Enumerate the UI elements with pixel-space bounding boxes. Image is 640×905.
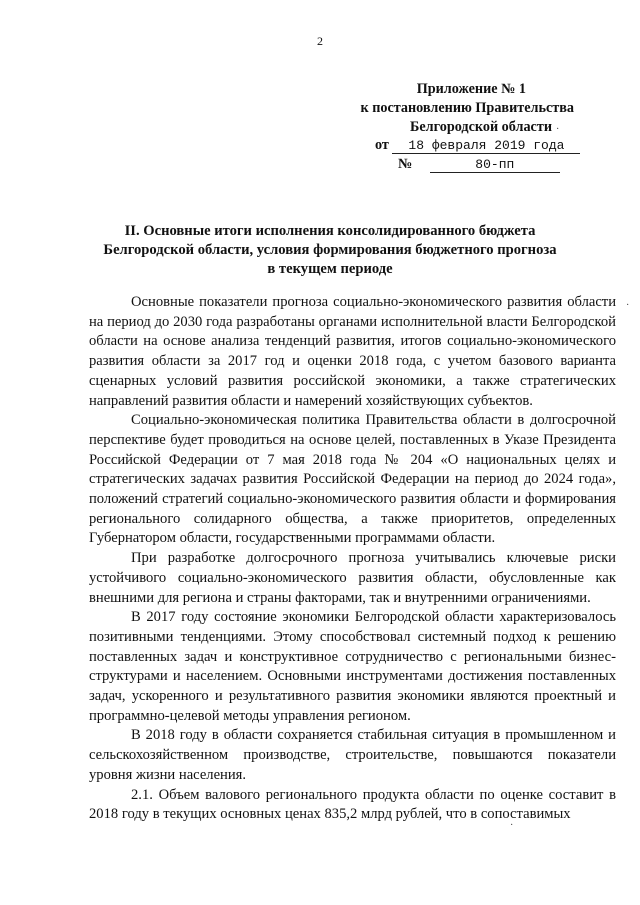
date-prefix: от: [375, 137, 389, 153]
decree-date: 18 февраля 2019 года: [392, 138, 580, 154]
appendix-line-region: Белгородской области: [410, 119, 552, 135]
appendix-title: Приложение № 1: [416, 81, 526, 97]
paragraph: Социально-экономическая политика Правительства области в долгосрочной перспективе будет проводиться на основе целей, поставленных в Указе Президента Российской Федерации от 7 мая 2018 года № 204 «О национальных целях и стратегических задачах развития Российской Федерации на период до 2024 года», положений стратегий социально-экономического развития области и формирования регионального солидарного общества, а также приоритетов, определенных Губернатором области, государственными программами области.: [89, 412, 616, 547]
section-title-line: в текущем периоде: [267, 261, 393, 277]
paragraph: Основные показатели прогноза социально-экономического развития области на период до 2030 года разработаны органами исполнительной власти Белгородской области на основе анализа тенденций развития, итогов социально-экономического развития области за 2017 год и оценки 2018 года, с учетом базового варианта сценарных условий развития российской экономики, а также стратегических направлений развития области и намерений хозяйствующих субъектов.: [89, 294, 616, 409]
decree-date-line: [375, 137, 580, 154]
appendix-line-resolution: к постановлению Правительства: [360, 100, 574, 116]
page-number: 2: [317, 34, 323, 48]
paragraph: 2.1. Объем валового регионального продукта области по оценке составит в 2018 году в текущих основных ценах 835,2 млрд рублей, что в сопоставимых: [89, 786, 616, 823]
number-prefix: №: [398, 156, 413, 172]
decree-number: 80-пп: [430, 157, 560, 173]
scan-speck: ·: [556, 124, 560, 135]
paragraph: При разработке долгосрочного прогноза учитывались ключевые риски устойчивого социально-экономического развития области, обусловленные как внешними для региона и страны факторами, так и внутренними ограничениями.: [89, 550, 616, 606]
decree-number-line: [398, 156, 560, 173]
scan-speck: ·: [626, 300, 630, 311]
section-title-line: Белгородской области, условия формирования бюджетного прогноза: [103, 242, 557, 258]
section-title-line: II. Основные итоги исполнения консолидированного бюджета: [124, 223, 536, 239]
paragraph: В 2017 году состояние экономики Белгородской области характеризовалось позитивными тенденциями. Этому способствовал системный подход к решению поставленных задач и конструктивное сотрудничество с региональными бизнес-структурами и населением. Основными инструментами достижения поставленных задач, ускоренного и результативного развития экономики являются проектный и программно-целевой методы управления регионом.: [89, 609, 616, 724]
scan-speck: ·: [510, 820, 514, 831]
section-title: [90, 222, 570, 279]
appendix-header: [360, 80, 574, 137]
body-text: [89, 293, 616, 825]
paragraph: В 2018 году в области сохраняется стабильная ситуация в промышленном и сельскохозяйственном производстве, строительстве, повышаются показатели уровня жизни населения.: [89, 727, 616, 783]
